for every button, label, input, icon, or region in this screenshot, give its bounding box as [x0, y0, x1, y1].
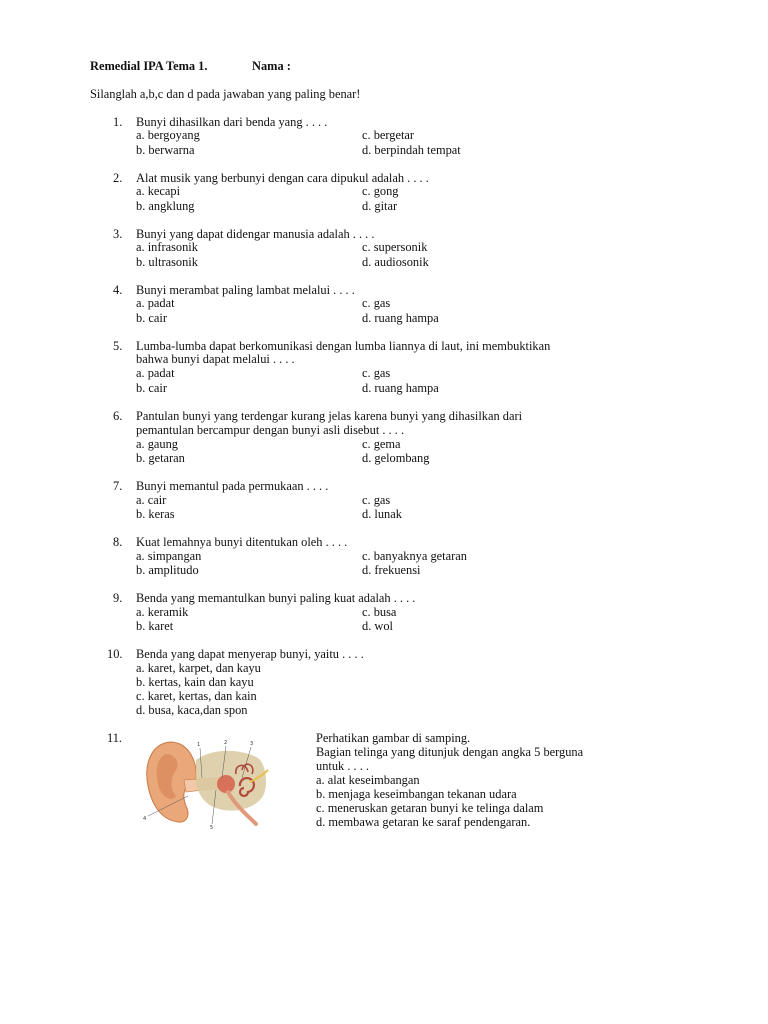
question-text: Kuat lemahnya bunyi ditentukan oleh . . . . — [136, 535, 348, 549]
option-d[interactable]: d. berpindah tempat — [362, 143, 461, 157]
option-c[interactable]: c. gas — [362, 366, 391, 380]
option-d[interactable]: d. gelombang — [362, 451, 430, 465]
option-b[interactable]: b. berwarna — [136, 143, 195, 157]
figure-label-1: 1 — [197, 742, 201, 748]
question-number: 9. — [113, 591, 123, 605]
option-a[interactable]: a. infrasonik — [136, 240, 198, 254]
question-number: 1. — [113, 115, 123, 129]
question-text-line2: Bagian telinga yang ditunjuk dengan angka 5 berguna — [316, 745, 584, 759]
option-a[interactable]: a. padat — [136, 366, 175, 380]
question-text-line3: untuk . . . . — [316, 759, 370, 773]
option-c[interactable]: c. banyaknya getaran — [362, 549, 467, 563]
question-number: 5. — [113, 339, 123, 353]
option-c[interactable]: c. busa — [362, 605, 397, 619]
question-text: Alat musik yang berbunyi dengan cara dipukul adalah . . . . — [136, 171, 429, 185]
question-number: 10. — [107, 647, 123, 661]
instruction: Silanglah a,b,c dan d pada jawaban yang paling benar! — [90, 87, 361, 101]
option-d[interactable]: d. membawa getaran ke saraf pendengaran. — [316, 815, 531, 829]
option-d[interactable]: d. frekuensi — [362, 563, 421, 577]
option-a[interactable]: a. keramik — [136, 605, 189, 619]
option-c[interactable]: c. gas — [362, 296, 391, 310]
option-b[interactable]: b. angklung — [136, 199, 195, 213]
option-d[interactable]: d. wol — [362, 619, 393, 633]
name-label: Nama : — [252, 59, 291, 73]
question-text: Benda yang dapat menyerap bunyi, yaitu . . . . — [136, 647, 364, 661]
question-text: Perhatikan gambar di samping. — [316, 731, 471, 745]
question-text: Bunyi merambat paling lambat melalui . . . . — [136, 283, 355, 297]
option-a[interactable]: a. padat — [136, 296, 175, 310]
question-text: Bunyi dihasilkan dari benda yang . . . . — [136, 115, 328, 129]
option-b[interactable]: b. keras — [136, 507, 175, 521]
question-text-line2: bahwa bunyi dapat melalui . . . . — [136, 352, 295, 366]
figure-label-3: 3 — [250, 741, 254, 747]
option-b[interactable]: b. amplitudo — [136, 563, 199, 577]
question-text-line2: pemantulan bercampur dengan bunyi asli disebut . . . . — [136, 423, 405, 437]
figure-label-5: 5 — [210, 825, 214, 830]
option-c[interactable]: c. gas — [362, 493, 391, 507]
option-d[interactable]: d. audiosonik — [362, 255, 429, 269]
middle-ear — [217, 775, 235, 793]
question-text: Pantulan bunyi yang terdengar kurang jelas karena bunyi yang dihasilkan dari — [136, 409, 523, 423]
option-a[interactable]: a. alat keseimbangan — [316, 773, 420, 787]
option-b[interactable]: b. menjaga keseimbangan tekanan udara — [316, 787, 517, 801]
question-number: 11. — [107, 731, 123, 745]
question-text: Bunyi memantul pada permukaan . . . . — [136, 479, 329, 493]
option-a[interactable]: a. simpangan — [136, 549, 202, 563]
question-number: 2. — [113, 171, 123, 185]
option-c[interactable]: c. karet, kertas, dan kain — [136, 689, 257, 703]
question-text: Lumba-lumba dapat berkomunikasi dengan lumba liannya di laut, ini membuktikan — [136, 339, 551, 353]
figure-label-4: 4 — [143, 816, 147, 822]
option-c[interactable]: c. supersonik — [362, 240, 428, 254]
option-a[interactable]: a. bergoyang — [136, 128, 200, 142]
option-a[interactable]: a. karet, karpet, dan kayu — [136, 661, 261, 675]
worksheet-title: Remedial IPA Tema 1. — [90, 59, 208, 73]
option-c[interactable]: c. gong — [362, 184, 399, 198]
question-number: 4. — [113, 283, 123, 297]
question-number: 7. — [113, 479, 123, 493]
option-b[interactable]: b. kertas, kain dan kayu — [136, 675, 254, 689]
option-c[interactable]: c. bergetar — [362, 128, 415, 142]
option-d[interactable]: d. gitar — [362, 199, 398, 213]
option-c[interactable]: c. meneruskan getaran bunyi ke telinga dalam — [316, 801, 544, 815]
option-b[interactable]: b. ultrasonik — [136, 255, 198, 269]
option-b[interactable]: b. cair — [136, 311, 167, 325]
question-text: Bunyi yang dapat didengar manusia adalah . . . . — [136, 227, 375, 241]
question-number: 6. — [113, 409, 123, 423]
option-a[interactable]: a. kecapi — [136, 184, 181, 198]
option-d[interactable]: d. lunak — [362, 507, 402, 521]
ear-anatomy-figure — [140, 734, 270, 830]
question-number: 8. — [113, 535, 123, 549]
option-b[interactable]: b. karet — [136, 619, 174, 633]
question-number: 3. — [113, 227, 123, 241]
figure-label-2: 2 — [224, 740, 228, 746]
option-a[interactable]: a. gaung — [136, 437, 178, 451]
option-c[interactable]: c. gema — [362, 437, 401, 451]
option-a[interactable]: a. cair — [136, 493, 167, 507]
question-text: Benda yang memantulkan bunyi paling kuat adalah . . . . — [136, 591, 416, 605]
option-d[interactable]: d. busa, kaca,dan spon — [136, 703, 248, 717]
option-b[interactable]: b. getaran — [136, 451, 185, 465]
option-d[interactable]: d. ruang hampa — [362, 381, 439, 395]
option-b[interactable]: b. cair — [136, 381, 167, 395]
option-d[interactable]: d. ruang hampa — [362, 311, 439, 325]
